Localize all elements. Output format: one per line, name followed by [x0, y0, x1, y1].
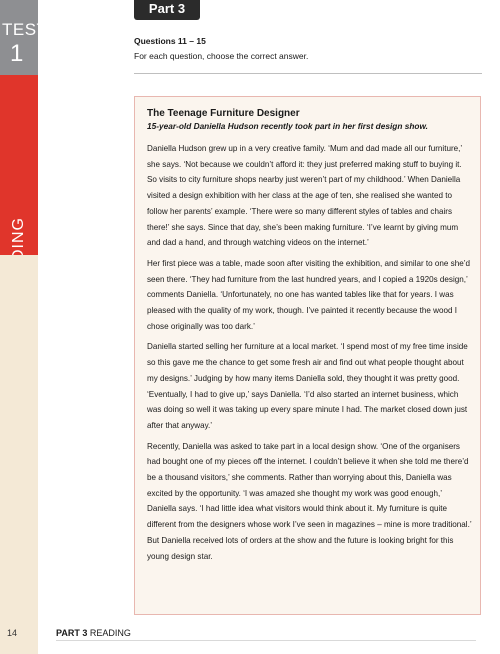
article-paragraph: Recently, Daniella was asked to take part in a local design show. ‘One of the organisers had bought one of my pieces off the internet. I couldn’t believe it when she told me there’d be a thousand visitors,’ she comments. Rather than worrying about this, Daniella was excited by the opportunity. ‘I was amazed she thought my work was good enough,’ Daniella says. ‘I had little idea what visitors would think about it. My furniture is quite different from the designers whose work I’ve seen in magazines – mine is more traditional.’ But Daniella received lots of orders at the show and the future is looking bright for this young design star. — [147, 441, 472, 561]
article-paragraph: Her first piece was a table, made soon after visiting the exhibition, and similar to one she’d seen there. ‘They had furniture from the last hundred years, and I copied a 1920s design,’ comments Daniella. ‘Unfortunately, no one has wanted tables like that for years. I was pleased with the quality of my work, though. I’ve painted it recently because the wood I chose originally was too dark.’ — [147, 258, 471, 331]
footer-part: PART 3 — [56, 628, 88, 638]
page-number: 14 — [7, 628, 18, 638]
footer-label — [56, 628, 131, 638]
footer-section: READING — [89, 628, 131, 638]
article-title: The Teenage Furniture Designer — [147, 108, 300, 119]
section-sidebar — [0, 0, 48, 654]
sidebar-background — [0, 255, 38, 654]
article-subtitle: 15-year-old Daniella Hudson recently took part in her first design show. — [147, 121, 428, 131]
section-divider — [134, 73, 482, 74]
footer-divider — [56, 640, 476, 641]
part-heading: Part 3 — [134, 0, 200, 20]
article-paragraph: Daniella Hudson grew up in a very creative family. ‘Mum and dad made all our furniture,’ she says. ‘Not because we couldn’t afford it: they just preferred making stuff to buying it. So visits to city furniture shops nearby just weren’t part of my childhood.’ When Daniella visited a design exhibition with her class at the age of ten, she realised she wanted to follow her parents’ example. ‘There were so many different styles of tables and chairs there!’ she says. Since that day, she’s been making furniture. ‘I’ve learnt by giving mum and dad a hand, and through watching videos on the internet.’ — [147, 144, 462, 248]
reading-tab — [0, 75, 38, 255]
questions-instruction: For each question, choose the correct answer. — [134, 51, 309, 61]
test-number: 1 — [10, 40, 24, 67]
test-tab — [0, 0, 48, 75]
article-body — [147, 141, 473, 569]
questions-title: Questions 11 – 15 — [134, 36, 206, 46]
article-paragraph: Daniella started selling her furniture at a local market. ‘I spend most of my free time inside so this gave me the chance to get some fresh air and find out what people thought about my designs.’ Judging by how many items Daniella sold, they thought it was pretty good. ‘Eventually, I had to give up,’ says Daniella. ‘I’d also started an internet business, which was doing so well it was taking up every spare minute I had. The market closed down just after that anyway.’ — [147, 342, 468, 430]
article-box — [134, 96, 481, 615]
test-label: TEST — [2, 20, 48, 39]
